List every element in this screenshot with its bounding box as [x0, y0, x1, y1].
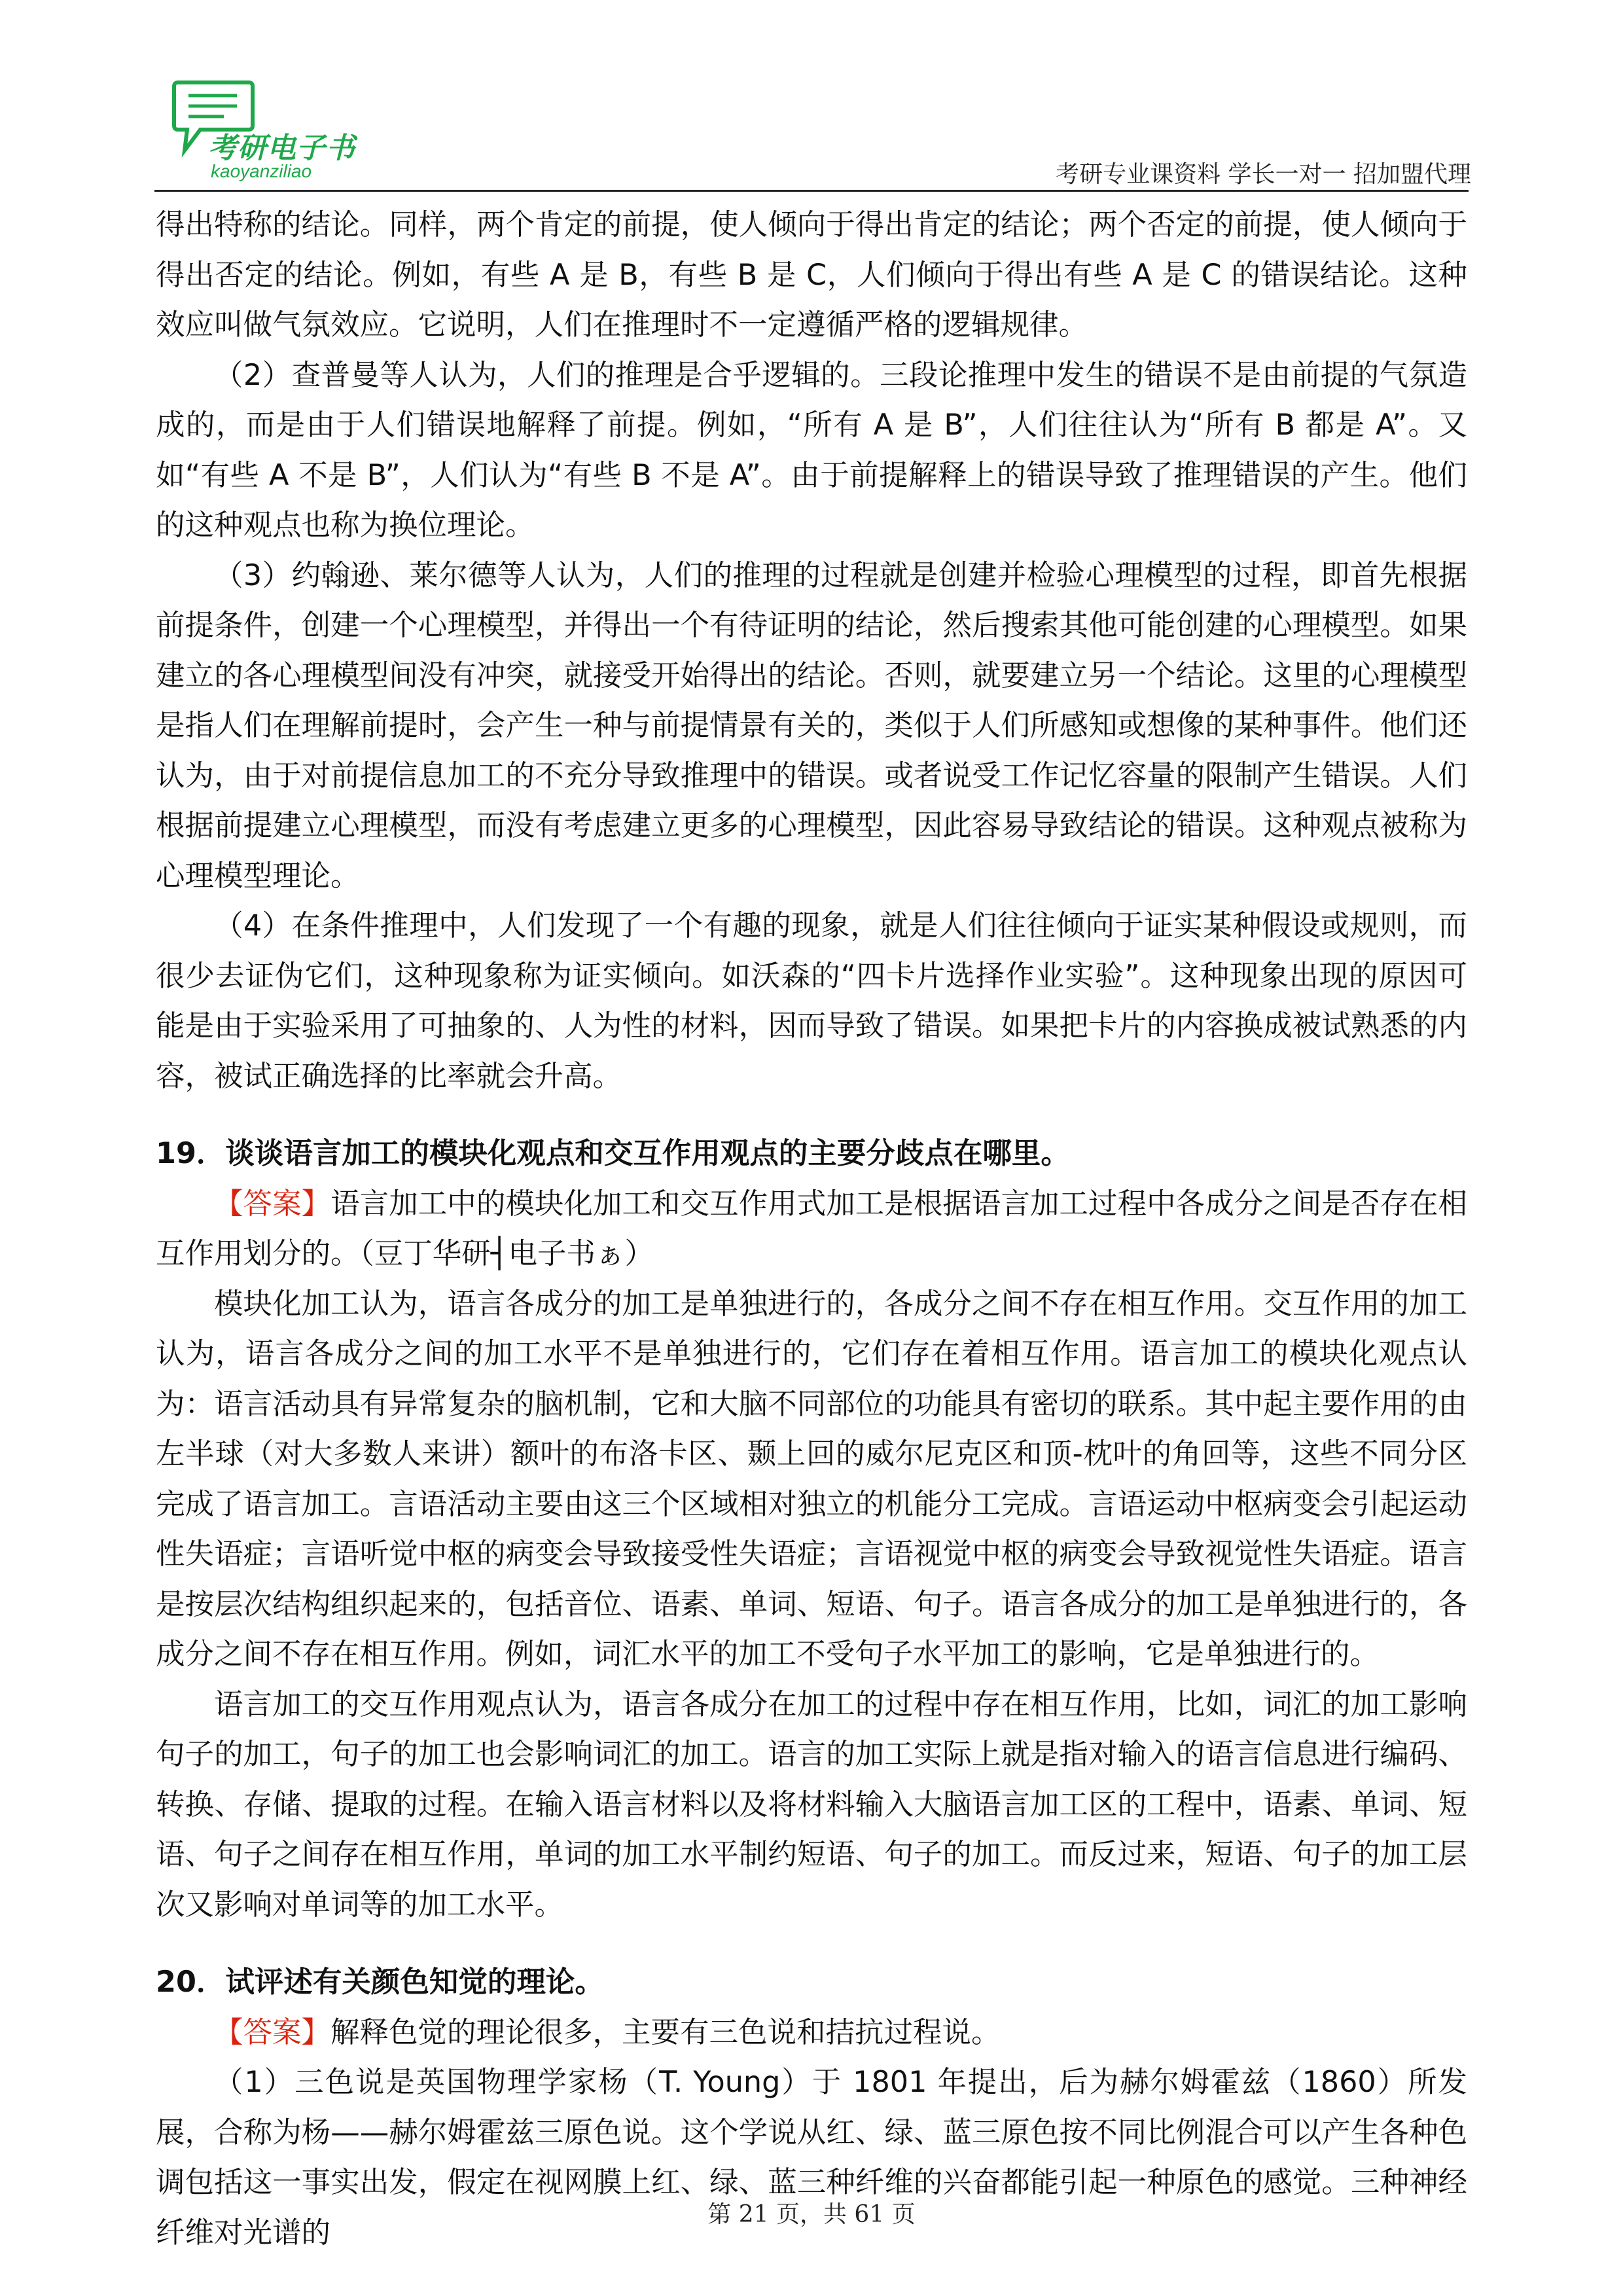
- logo-subtitle: kaoyanziliao: [211, 161, 312, 181]
- answer-20-text: 解释色觉的理论很多，主要有三色说和拮抗过程说。: [330, 2015, 1001, 2049]
- answer-19: [156, 1179, 1467, 1280]
- answer-label: 【答案】: [214, 2015, 331, 2049]
- page-number: 第 21 页，共 61 页: [707, 2201, 916, 2228]
- question-20: 20．试评述有关颜色知觉的理论。: [156, 1965, 604, 1999]
- question-19: 19．谈谈语言加工的模块化观点和交互作用观点的主要分歧点在哪里。: [156, 1137, 1070, 1170]
- logo-title: 考研电子书: [208, 132, 355, 164]
- header-divider: [154, 190, 1469, 192]
- paragraph-modular-view: 模块化加工认为，语言各成分的加工是单独进行的，各成分之间不存在相互作用。交互作用的加工认为，语言各成分之间的加工水平不是单独进行的，它们存在着相互作用。语言加工的模块化观点认为：语言活动具有异常复杂的脑机制，它和大脑不同部位的功能具有密切的联系。其中起主要作用的由左半球（对大多数人来讲）额叶的布洛卡区、颞上回的威尔尼克区和顶-枕叶的角回等，这些不同分区完成了语言加工。言语活动主要由这三个区域相对独立的机能分工完成。言语运动中枢病变会引起运动性失语症；言语听觉中枢的病变会导致接受性失语症；言语视觉中枢的病变会导致视觉性失语症。语言是按层次结构组织起来的，包括音位、语素、单词、短语、句子。语言各成分的加工是单独进行的，各成分之间不存在相互作用。例如，词汇水平的加工不受句子水平加工的影响，它是单独进行的。: [156, 1287, 1467, 1671]
- answer-label: 【答案】: [214, 1187, 331, 1221]
- paragraph-interactive-view: 语言加工的交互作用观点认为，语言各成分在加工的过程中存在相互作用，比如，词汇的加工影响句子的加工，句子的加工也会影响词汇的加工。语言的加工实际上就是指对输入的语言信息进行编码、转换、存储、提取的过程。在输入语言材料以及将材料输入大脑语言加工区的工程中，语素、单词、短语、句子之间存在相互作用，单词的加工水平制约短语、句子的加工。而反过来，短语、句子的加工层次又影响对单词等的加工水平。: [156, 1687, 1467, 1922]
- page-body: [156, 200, 1467, 2258]
- paragraph-trichromatic-theory: （1）三色说是英国物理学家杨（T. Young）于 1801 年提出，后为赫尔姆霍兹（1860）所发展，合称为杨——赫尔姆霍兹三原色说。这个学说从红、绿、蓝三原色按不同比例混合可以产生各种色调包括这一事实出发，假定在视网膜上红、绿、蓝三种纤维的兴奋都能引起一种原色的感觉。三种神经纤维对光谱的: [156, 2066, 1467, 2250]
- header-tagline: 考研专业课资料 学长一对一 招加盟代理: [1056, 161, 1471, 188]
- paragraph-point-2: （2）查普曼等人认为，人们的推理是合乎逻辑的。三段论推理中发生的错误不是由前提的气氛造成的，而是由于人们错误地解释了前提。例如，“所有 A 是 B”，人们往往认为“所有 B 都是 A”。又如“有些 A 不是 B”，人们认为“有些 B 不是 A”。由于前提解释上的错误导致了推理错误的产生。他们的这种观点也称为换位理论。: [156, 358, 1467, 542]
- answer-20: [156, 2008, 1467, 2058]
- paragraph-point-3: （3）约翰逊、莱尔德等人认为，人们的推理的过程就是创建并检验心理模型的过程，即首先根据前提条件，创建一个心理模型，并得出一个有待证明的结论，然后搜索其他可能创建的心理模型。如果建立的各心理模型间没有冲突，就接受开始得出的结论。否则，就要建立另一个结论。这里的心理模型是指人们在理解前提时，会产生一种与前提情景有关的，类似于人们所感知或想像的某种事件。他们还认为，由于对前提信息加工的不充分导致推理中的错误。或者说受工作记忆容量的限制产生错误。人们根据前提建立心理模型，而没有考虑建立更多的心理模型，因此容易导致结论的错误。这种观点被称为心理模型理论。: [156, 558, 1467, 893]
- answer-19-text: 语言加工中的模块化加工和交互作用式加工是根据语言加工过程中各成分之间是否存在相互作用划分的。（豆丁华研┤电子书ぁ）: [156, 1187, 1467, 1270]
- paragraph-continuation: 得出特称的结论。同样，两个肯定的前提，使人倾向于得出肯定的结论；两个否定的前提，使人倾向于得出否定的结论。例如，有些 A 是 B，有些 B 是 C，人们倾向于得出有些 A 是 C 的错误结论。这种效应叫做气氛效应。它说明，人们在推理时不一定遵循严格的逻辑规律。: [156, 208, 1467, 342]
- paragraph-point-4: （4）在条件推理中，人们发现了一个有趣的现象，就是人们往往倾向于证实某种假设或规则，而很少去证伪它们，这种现象称为证实倾向。如沃森的“四卡片选择作业实验”。这种现象出现的原因可能是由于实验采用了可抽象的、人为性的材料，因而导致了错误。如果把卡片的内容换成被试熟悉的内容，被试正确选择的比率就会升高。: [156, 909, 1467, 1093]
